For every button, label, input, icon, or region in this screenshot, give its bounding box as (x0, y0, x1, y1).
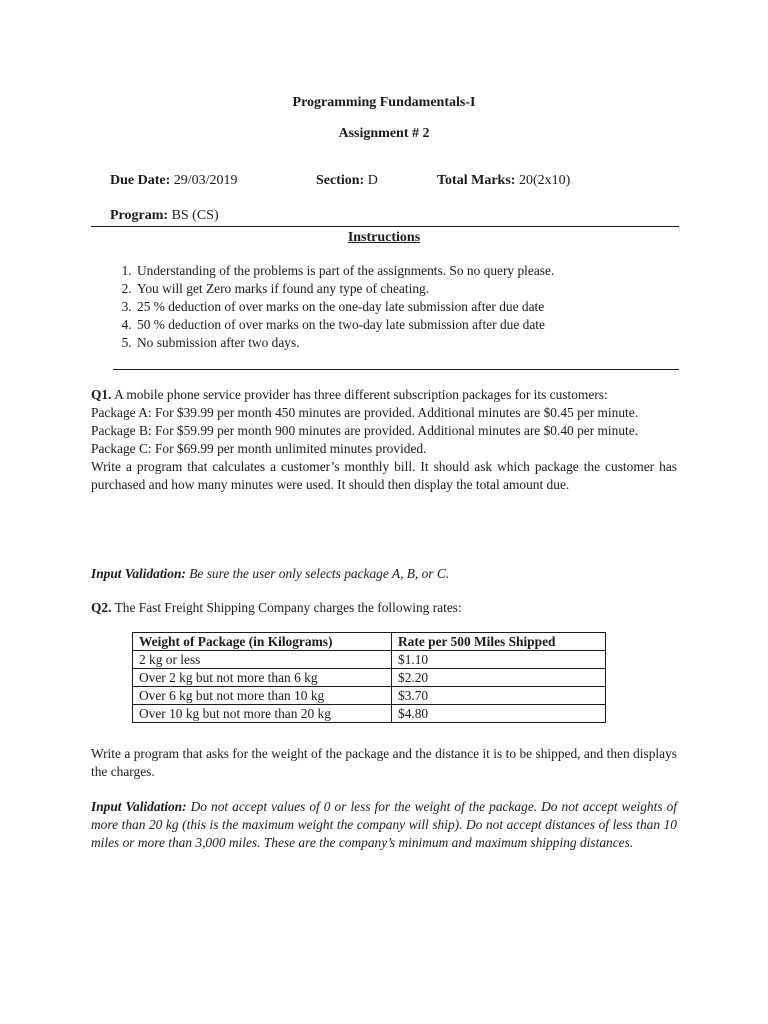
q2-validation (91, 798, 677, 852)
q1-validation-text: Be sure the user only selects package A, B, or C. (189, 566, 450, 581)
q1-package-c: Package C: For $69.99 per month unlimited minutes provided. (91, 441, 427, 456)
table-cell: $1.10 (392, 651, 606, 669)
q1-intro-text: A mobile phone service provider has three different subscription packages for its customers: (114, 387, 608, 402)
total-marks-label: Total Marks: (437, 173, 516, 188)
q2-intro: The Fast Freight Shipping Company charges the following rates: (114, 600, 462, 615)
table-cell: Over 6 kg but not more than 10 kg (133, 687, 392, 705)
header-divider (91, 226, 679, 227)
section (316, 173, 378, 189)
q1-package-b: Package B: For $59.99 per month 900 minutes are provided. Additional minutes are $0.40 per minute. (91, 423, 639, 438)
assignment-title: Assignment # 2 (338, 126, 430, 141)
table-cell: Over 10 kg but not more than 20 kg (133, 705, 392, 723)
course-title: Programming Fundamentals-I (292, 95, 476, 110)
q2-label: Q2. (91, 600, 112, 615)
q2-validation-text: Do not accept values of 0 or less for the weight of the package. Do not accept weights of more than 20 kg (this is the maximum weight the company will ship). Do not accept distances of less than 10 miles or more than 3,000 miles. These are the company’s minimum and maximum shipping distances. (91, 799, 677, 850)
q1-label: Q1. (91, 387, 112, 402)
instructions-divider (113, 369, 679, 370)
instructions-list (91, 262, 695, 352)
q1-task: Write a program that calculates a customer’s monthly bill. It should ask which package the customer has purchased and how many minutes were used. It should then display the total amount due. (91, 459, 677, 492)
table-row (133, 705, 606, 723)
q1-package-a: Package A: For $39.99 per month 450 minutes are provided. Additional minutes are $0.45 per minute. (91, 405, 639, 420)
question-2 (91, 599, 677, 617)
total-marks-value: 20(2x10) (518, 173, 571, 188)
table-cell: $3.70 (392, 687, 606, 705)
q1-intro (91, 386, 677, 404)
program-value: BS (CS) (171, 208, 219, 223)
instruction-item: 2. You will get Zero marks if found any type of cheating. (135, 280, 695, 298)
question-1 (91, 386, 677, 494)
instruction-item: 1. Understanding of the problems is part of the assignments. So no query please. (135, 262, 695, 280)
program-label: Program: (110, 208, 169, 223)
table-cell: $2.20 (392, 669, 606, 687)
program (110, 208, 219, 224)
q2-validation-label: Input Validation: (91, 799, 187, 814)
instruction-item: 5. No submission after two days. (135, 334, 695, 352)
table-header-row (133, 633, 606, 651)
table-cell: $4.80 (392, 705, 606, 723)
table-row (133, 669, 606, 687)
total-marks (437, 173, 570, 189)
due-date-label: Due Date: (110, 173, 171, 188)
due-date (110, 173, 238, 189)
table-row (133, 687, 606, 705)
rates-table (132, 632, 606, 723)
instruction-item: 3. 25 % deduction of over marks on the one-day late submission after due date (135, 298, 695, 316)
section-value: D (367, 173, 378, 188)
q2-task: Write a program that asks for the weight of the package and the distance it is to be shipped, and then displays the charges. (91, 746, 677, 779)
instruction-item: 4. 50 % deduction of over marks on the two-day late submission after due date (135, 316, 695, 334)
instructions-title: Instructions (347, 230, 421, 245)
section-label: Section: (316, 173, 365, 188)
table-cell: Over 2 kg but not more than 6 kg (133, 669, 392, 687)
table-row (133, 651, 606, 669)
table-header-weight: Weight of Package (in Kilograms) (133, 633, 392, 651)
table-header-rate: Rate per 500 Miles Shipped (392, 633, 606, 651)
due-date-value: 29/03/2019 (173, 173, 238, 188)
q1-validation (91, 565, 677, 583)
table-cell: 2 kg or less (133, 651, 392, 669)
q1-validation-label: Input Validation: (91, 566, 186, 581)
